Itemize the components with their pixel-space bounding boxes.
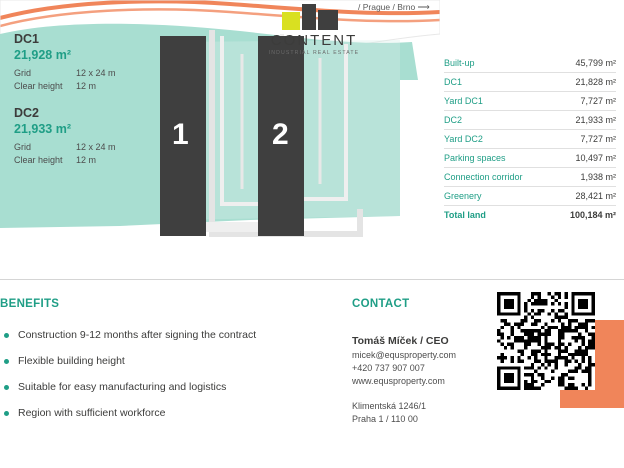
building-2-label: 2 [272,118,289,151]
table-row [444,73,616,92]
logo-tagline: INDUSTRIAL REAL ESTATE [268,50,360,56]
dc2-grid-key: Grid [14,142,32,152]
dc1-grid-value: 12 x 24 m [76,68,116,78]
logo-dark-square [318,10,338,30]
footer-section [0,280,624,468]
qr-code-image [497,292,595,390]
qr-code[interactable] [497,292,595,390]
address-line-1: Klimentská 1246/1 [352,401,427,411]
logo-mark-icon [282,2,346,30]
table-row [444,92,616,111]
building-1-label: 1 [172,118,189,151]
logo-dark-bar [302,4,316,30]
contact-block [352,298,492,426]
dc1-title: DC1 [14,32,40,46]
table-row-total [444,206,616,224]
benefits-block [0,298,340,432]
list-item: Region with sufficient workforce [0,406,340,421]
plot-info-box [0,22,152,177]
dc1-grid-key: Grid [14,68,32,78]
table-row [444,149,616,168]
logo-wordmark: CONTENT [270,32,358,49]
dc2-grid-row [14,141,152,154]
info-block-dc1 [14,32,152,93]
table-row [444,187,616,206]
spec-label: DC1 [444,77,463,87]
logo-yellow-square [282,12,300,30]
list-item: Suitable for easy manufacturing and logistics [0,380,340,395]
specifications-table [444,54,616,224]
dc1-clearheight-value: 12 m [76,81,97,91]
table-row [444,54,616,73]
benefits-list [0,328,340,421]
spec-label: Parking spaces [444,153,506,163]
dc1-grid-row [14,67,152,80]
table-row [444,111,616,130]
table-row [444,130,616,149]
benefits-title: BENEFITS [0,298,60,310]
info-spacer [14,93,152,106]
dc2-title: DC2 [14,106,40,120]
list-item: Construction 9-12 months after signing the contract [0,328,340,343]
connection-corridor-shape [206,222,258,232]
spec-value: 45,799 m² [575,58,616,68]
dc2-clearheight-value: 12 m [76,155,97,165]
spec-label: Connection corridor [444,172,523,182]
table-row [444,168,616,187]
dc2-area: 21,933 m² [14,122,71,136]
spec-value: 10,497 m² [575,153,616,163]
info-block-dc2 [14,106,152,167]
spec-label: Built-up [444,58,475,68]
contact-person-name: Tomáš Míček / CEO [352,335,449,347]
dc2-clearheight-row [14,154,152,167]
spec-value: 21,828 m² [575,77,616,87]
spec-label: Total land [444,210,486,220]
contact-website[interactable]: www.equsproperty.com [352,376,445,386]
spec-value: 28,421 m² [575,191,616,201]
company-logo [258,2,370,57]
dc1-area: 21,928 m² [14,48,71,62]
contact-email[interactable]: micek@equsproperty.com [352,350,457,360]
contact-address [352,400,492,426]
spec-value: 100,184 m² [569,210,616,220]
spec-value: 7,727 m² [580,96,616,106]
spec-label: Yard DC1 [444,96,483,106]
contact-title: CONTACT [352,298,410,310]
list-item: Flexible building height [0,354,340,369]
spec-value: 1,938 m² [580,172,616,182]
arrow-right-icon: ⟶ [417,2,429,12]
address-line-2: Praha 1 / 110 00 [352,414,418,424]
dc2-grid-value: 12 x 24 m [76,142,116,152]
spec-value: 21,933 m² [575,115,616,125]
breadcrumb-text: / Prague / Brno [358,2,416,12]
dc2-clearheight-key: Clear height [14,155,63,165]
spec-value: 7,727 m² [580,134,616,144]
spec-label: DC2 [444,115,463,125]
breadcrumb [358,2,429,13]
dc1-clearheight-key: Clear height [14,81,63,91]
spec-label: Yard DC2 [444,134,483,144]
dc1-clearheight-row [14,80,152,93]
spec-label: Greenery [444,191,482,201]
contact-phone[interactable]: +420 737 907 007 [352,363,425,373]
